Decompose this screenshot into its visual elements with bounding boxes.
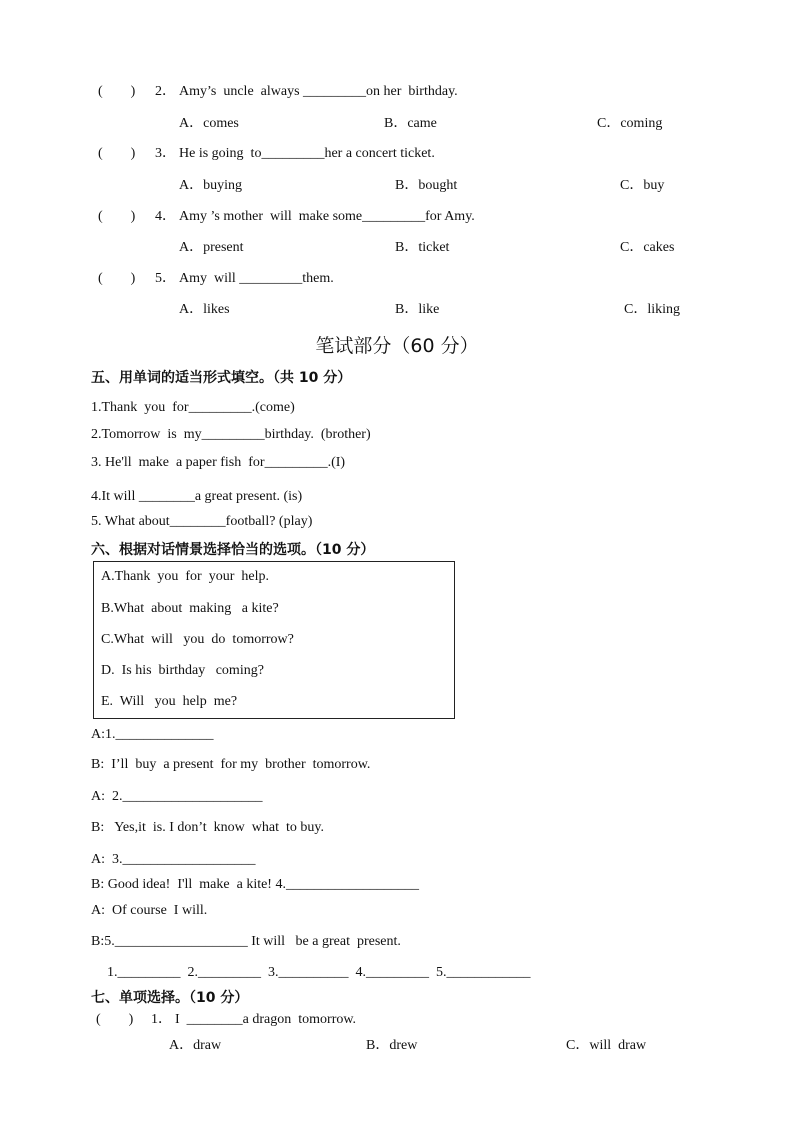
- answer-bracket[interactable]: ( ): [96, 1012, 134, 1027]
- question-stem: Amy’s uncle always _________on her birthday.: [179, 84, 458, 99]
- answer-bracket[interactable]: ( ): [98, 84, 136, 99]
- option-b[interactable]: B．like: [395, 302, 440, 317]
- written-part-title: 笔试部分（60 分）: [315, 335, 479, 357]
- option-b[interactable]: B．came: [384, 116, 437, 131]
- option-c[interactable]: C．liking: [624, 302, 681, 317]
- answer-bracket[interactable]: ( ): [98, 209, 136, 224]
- answer-bracket[interactable]: ( ): [98, 146, 136, 161]
- option-a[interactable]: A．likes: [179, 302, 230, 317]
- option-c[interactable]: C．will draw: [566, 1038, 647, 1053]
- question-number: 3．: [155, 146, 176, 161]
- fill-item-3[interactable]: 3. He'll make a paper fish for_________.(I): [91, 455, 346, 470]
- option-a[interactable]: A．draw: [169, 1038, 222, 1053]
- option-a[interactable]: A．buying: [179, 178, 242, 193]
- fill-item-2[interactable]: 2.Tomorrow is my_________birthday. (brother): [91, 427, 371, 442]
- question-number: 5．: [155, 271, 176, 286]
- dialogue-line-3[interactable]: A: 2.____________________: [91, 789, 263, 804]
- dialogue-line-1[interactable]: A:1.______________: [91, 727, 214, 742]
- option-b[interactable]: B．bought: [395, 178, 458, 193]
- dialogue-line-5[interactable]: A: 3.___________________: [91, 852, 256, 867]
- choice-option-d: D. Is his birthday coming?: [101, 663, 264, 678]
- question-number: 1．: [151, 1012, 172, 1027]
- question-stem: Amy will _________them.: [179, 271, 334, 286]
- answer-line[interactable]: 1._________ 2._________ 3.__________ 4._________ 5.____________: [107, 965, 531, 980]
- fill-item-5[interactable]: 5. What about________football? (play): [91, 514, 313, 529]
- dialogue-line-8[interactable]: B:5.___________________ It will be a great present.: [91, 934, 401, 949]
- choice-option-c: C.What will you do tomorrow?: [101, 632, 294, 647]
- answer-bracket[interactable]: ( ): [98, 271, 136, 286]
- choice-option-e: E. Will you help me?: [101, 694, 238, 709]
- question-stem: I ________a dragon tomorrow.: [175, 1012, 357, 1027]
- dialogue-line-2: B: I’ll buy a present for my brother tomorrow.: [91, 757, 371, 772]
- dialogue-line-7: A: Of course I will.: [91, 903, 208, 918]
- option-c[interactable]: C．coming: [597, 116, 663, 131]
- option-b[interactable]: B．drew: [366, 1038, 418, 1053]
- fill-item-4[interactable]: 4.It will ________a great present. (is): [91, 489, 303, 504]
- fill-item-1[interactable]: 1.Thank you for_________.(come): [91, 400, 295, 415]
- dialogue-line-6[interactable]: B: Good idea! I'll make a kite! 4.___________________: [91, 877, 419, 892]
- option-c[interactable]: C．buy: [620, 178, 665, 193]
- dialogue-line-4: B: Yes,it is. I don’t know what to buy.: [91, 820, 324, 835]
- choice-option-b: B.What about making a kite?: [101, 601, 279, 616]
- question-number: 2．: [155, 84, 176, 99]
- option-b[interactable]: B．ticket: [395, 240, 450, 255]
- option-a[interactable]: A．present: [179, 240, 244, 255]
- question-stem: Amy ’s mother will make some_________for Amy.: [179, 209, 475, 224]
- question-number: 4．: [155, 209, 176, 224]
- option-a[interactable]: A．comes: [179, 116, 239, 131]
- option-c[interactable]: C．cakes: [620, 240, 675, 255]
- section-5-title: 五、用单词的适当形式填空。（共 10 分）: [91, 370, 352, 386]
- question-stem: He is going to_________her a concert ticket.: [179, 146, 435, 161]
- section-7-title: 七、单项选择。（10 分）: [91, 990, 249, 1006]
- section-6-title: 六、根据对话情景选择恰当的选项。（10 分）: [91, 542, 375, 558]
- choice-option-a: A.Thank you for your help.: [101, 569, 269, 584]
